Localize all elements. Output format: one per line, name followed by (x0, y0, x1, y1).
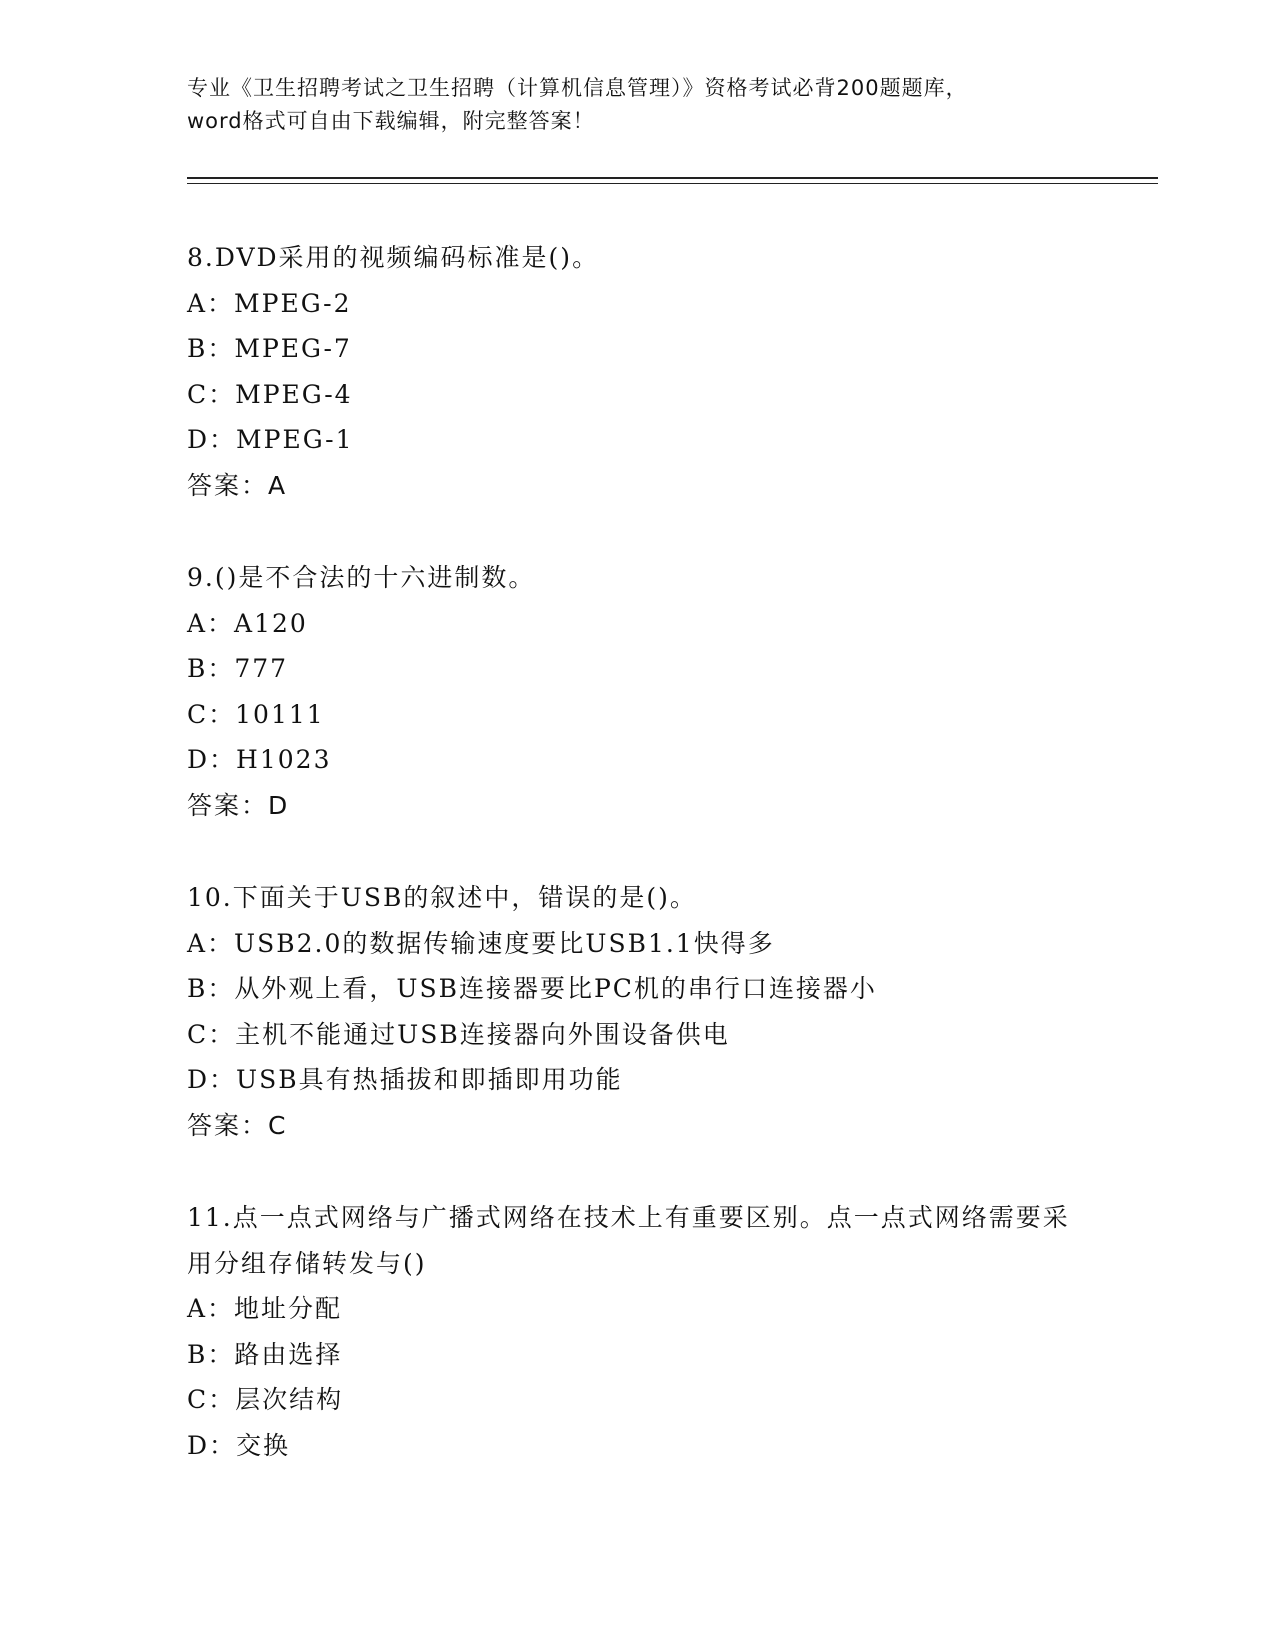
option-d: D：MPEG-1 (187, 425, 354, 454)
option-a: A：USB2.0的数据传输速度要比USB1.1快得多 (187, 928, 775, 958)
document-header (187, 72, 1087, 138)
question-list (187, 235, 1087, 1515)
question-stem: 8.DVD采用的视频编码标准是()。 (187, 243, 600, 272)
option-b: B：从外观上看，USB连接器要比PC机的串行口连接器小 (187, 974, 877, 1003)
option-b: B：路由选择 (187, 1339, 343, 1369)
question-8 (187, 235, 1087, 508)
question-stem: 10.下面关于USB的叙述中，错误的是()。 (187, 883, 697, 912)
option-d: D：H1023 (187, 745, 332, 774)
question-11 (187, 1195, 1087, 1468)
question-10 (187, 875, 1087, 1148)
option-b: B：MPEG-7 (187, 334, 352, 363)
header-title-line-2: word格式可自由下载编辑，附完整答案！ (187, 109, 595, 133)
option-a: A：A120 (187, 608, 308, 638)
answer-line: 答案：D (187, 790, 290, 820)
answer-line: 答案：A (187, 470, 288, 500)
option-c: C：MPEG-4 (187, 379, 353, 409)
answer-line: 答案：C (187, 1110, 288, 1140)
option-a: A：地址分配 (187, 1294, 343, 1323)
option-c: C：层次结构 (187, 1385, 344, 1414)
header-title-line-1: 专业《卫生招聘考试之卫生招聘（计算机信息管理）》资格考试必背200题题库， (187, 76, 968, 100)
option-c: C：10111 (187, 699, 325, 729)
option-b: B：777 (187, 654, 289, 683)
question-stem: 11.点一点式网络与广播式网络在技术上有重要区别。点一点式网络需要采用分组存储转发与() (187, 1203, 1070, 1278)
option-c: C：主机不能通过USB连接器向外围设备供电 (187, 1019, 730, 1049)
header-divider-thick (187, 177, 1158, 179)
question-stem: 9.()是不合法的十六进制数。 (187, 563, 536, 592)
option-d: D：交换 (187, 1430, 291, 1460)
header-divider-thin (187, 183, 1158, 184)
question-9 (187, 555, 1087, 828)
option-a: A：MPEG-2 (187, 288, 352, 318)
option-d: D：USB具有热插拔和即插即用功能 (187, 1065, 623, 1094)
